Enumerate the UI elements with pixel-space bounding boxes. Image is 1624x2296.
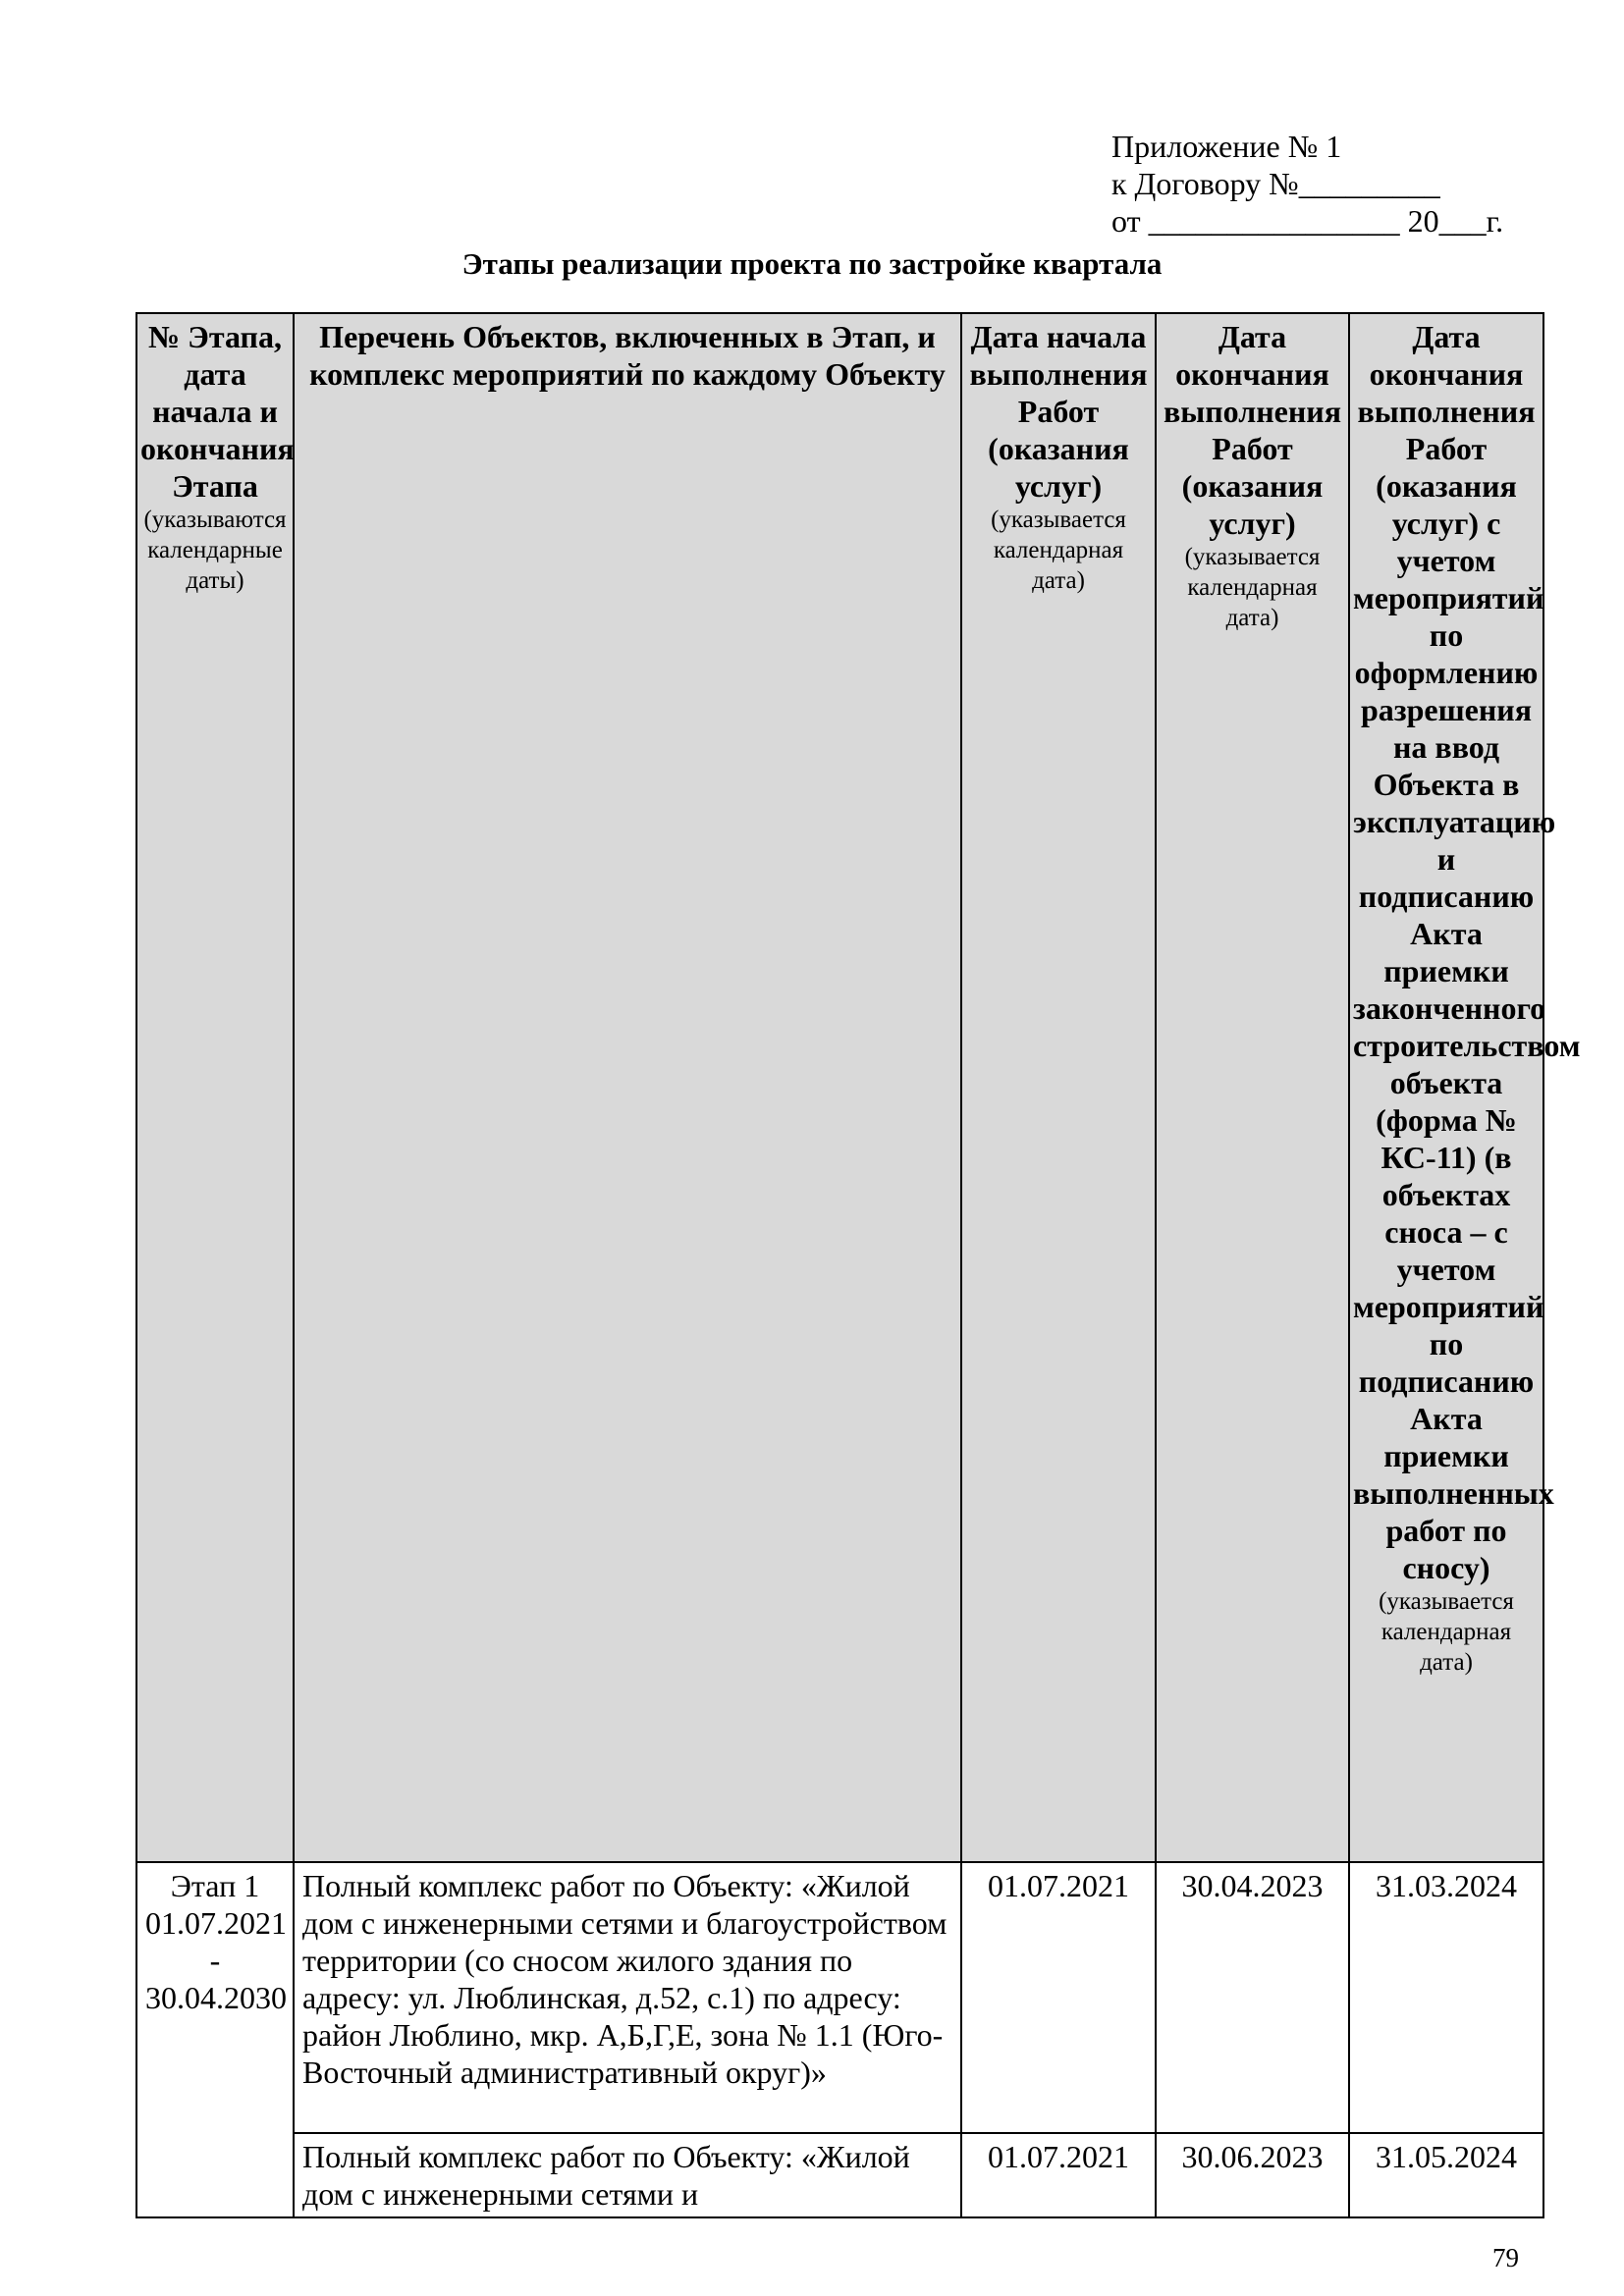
table-row (136, 2133, 1543, 2217)
document-title: Этапы реализации проекта по застройке квартала (461, 246, 1163, 281)
header-stage (136, 313, 294, 1862)
appendix-line-1: Приложение № 1 (1111, 129, 1342, 164)
header-final-date-title: Дата окончания выполнения Работ (оказания услуг) с учетом мероприятий по оформлению разрешения на ввод Объекта в эксплуатацию и подписанию Акта приемки законченного строительством объекта (форма № КС-11) (в объектах сноса – с учетом мероприятий по подписанию Акта приемки выполненных работ по сносу) (1353, 319, 1581, 1585)
table-row (136, 1862, 1543, 2133)
header-final-date (1349, 313, 1581, 1862)
appendix-header (1111, 128, 1503, 240)
end-date: 30.04.2023 (1156, 1862, 1349, 2133)
header-start-date (961, 313, 1156, 1862)
header-end-date (1156, 313, 1349, 1862)
header-stage-note: (указываются календарные даты) (143, 507, 287, 594)
header-end-date-note: (указывается календарная дата) (1184, 544, 1321, 631)
final-end-date: 31.03.2024 (1349, 1862, 1543, 2133)
appendix-line-2: к Договору №_________ (1111, 166, 1440, 201)
header-stage-title: № Этапа, дата начала и окончания Этапа (140, 319, 295, 504)
page-number: 79 (1492, 2243, 1519, 2272)
header-row (136, 313, 1543, 1862)
header-end-date-title: Дата окончания выполнения Работ (оказания услуг) (1163, 319, 1342, 541)
header-objects-title: Перечень Объектов, включенных в Этап, и комплекс мероприятий по каждому Объекту (309, 319, 946, 392)
header-objects (294, 313, 961, 1862)
start-date: 01.07.2021 (961, 1862, 1156, 2133)
stages-table (135, 312, 1581, 2218)
start-date: 01.07.2021 (961, 2133, 1156, 2217)
object-description: Полный комплекс работ по Объекту: «Жилой дом с инженерными сетями и благоустройством территории (со сносом жилого здания по адресу: ул. Люблинская, д.52, с.1) по адресу: район Люблино, мкр. А,Б,Г,Е, зона № 1.1 (Юго-Восточный административный округ)» (294, 1862, 961, 2133)
header-start-date-title: Дата начала выполнения Работ (оказания услуг) (969, 319, 1148, 504)
final-end-date: 31.05.2024 (1349, 2133, 1543, 2217)
object-description: Полный комплекс работ по Объекту: «Жилой дом с инженерными сетями и (294, 2133, 961, 2217)
appendix-line-3: от ________________ 20___г. (1111, 203, 1504, 239)
end-date: 30.06.2023 (1156, 2133, 1349, 2217)
header-final-date-note: (указывается календарная дата) (1379, 1588, 1514, 1676)
stage-cell: Этап 1 01.07.2021 - 30.04.2030 (136, 1862, 294, 2217)
header-start-date-note: (указывается календарная дата) (991, 507, 1126, 594)
